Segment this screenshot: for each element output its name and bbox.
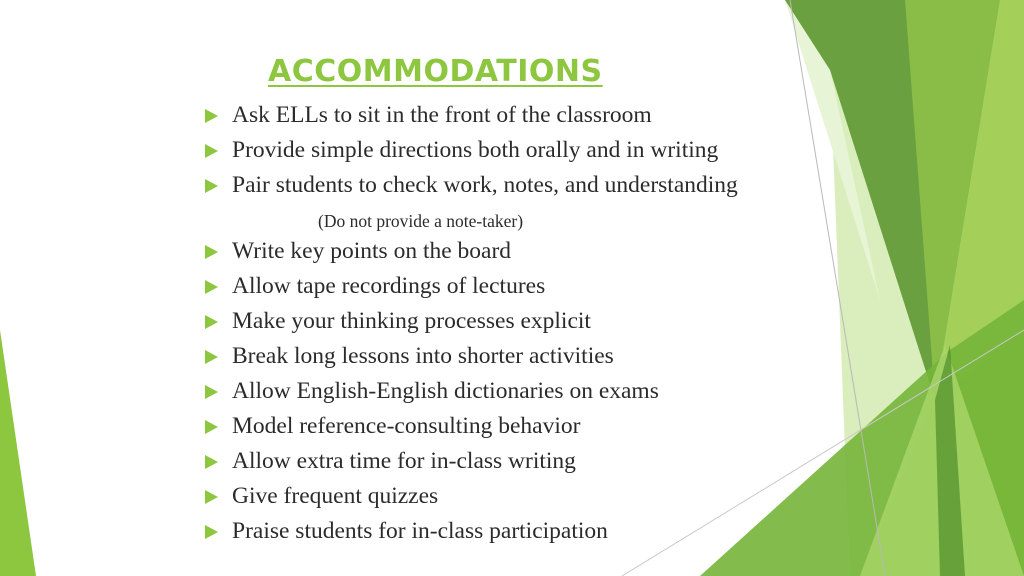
triangle-arrow-icon — [205, 109, 218, 123]
list-item-text: Give frequent quizzes — [232, 483, 439, 509]
list-item-text: Allow tape recordings of lectures — [232, 273, 546, 299]
triangle-arrow-icon — [205, 455, 218, 469]
list-item-text: Pair students to check work, notes, and understanding — [232, 172, 738, 198]
list-item — [205, 447, 805, 482]
list-item — [205, 307, 805, 342]
list-item-text: Allow English-English dictionaries on exams — [232, 378, 659, 404]
triangle-arrow-icon — [205, 525, 218, 539]
list-item-text: Break long lessons into shorter activities — [232, 343, 614, 369]
list-item — [205, 237, 805, 272]
list-item — [205, 377, 805, 412]
triangle-arrow-icon — [205, 385, 218, 399]
note-text: (Do not provide a note-taker) — [318, 211, 524, 231]
list-item — [205, 342, 805, 377]
list-item — [205, 412, 805, 447]
list-item — [205, 517, 805, 552]
list-item-note — [205, 206, 805, 237]
list-item-text: Provide simple directions both orally and in writing — [232, 137, 719, 163]
list-item-text: Ask ELLs to sit in the front of the classroom — [232, 102, 652, 128]
list-item — [205, 136, 805, 171]
triangle-arrow-icon — [205, 490, 218, 504]
list-item-text: Model reference-consulting behavior — [232, 413, 581, 439]
list-item-text: Allow extra time for in-class writing — [232, 448, 576, 474]
list-item — [205, 101, 805, 136]
slide-title: ACCOMMODATIONS — [268, 54, 603, 89]
list-item — [205, 171, 805, 206]
left-edge-strip — [0, 330, 36, 576]
list-item-text: Praise students for in-class participation — [232, 518, 608, 544]
triangle-arrow-icon — [205, 315, 218, 329]
bullet-list — [205, 101, 805, 552]
triangle-arrow-icon — [205, 280, 218, 294]
list-item — [205, 482, 805, 517]
triangle-arrow-icon — [205, 144, 218, 158]
list-item — [205, 272, 805, 307]
triangle-arrow-icon — [205, 420, 218, 434]
list-item-text: Make your thinking processes explicit — [232, 308, 591, 334]
triangle-arrow-icon — [205, 245, 218, 259]
list-item-text: Write key points on the board — [232, 238, 512, 264]
triangle-arrow-icon — [205, 179, 218, 193]
triangle-arrow-icon — [205, 350, 218, 364]
